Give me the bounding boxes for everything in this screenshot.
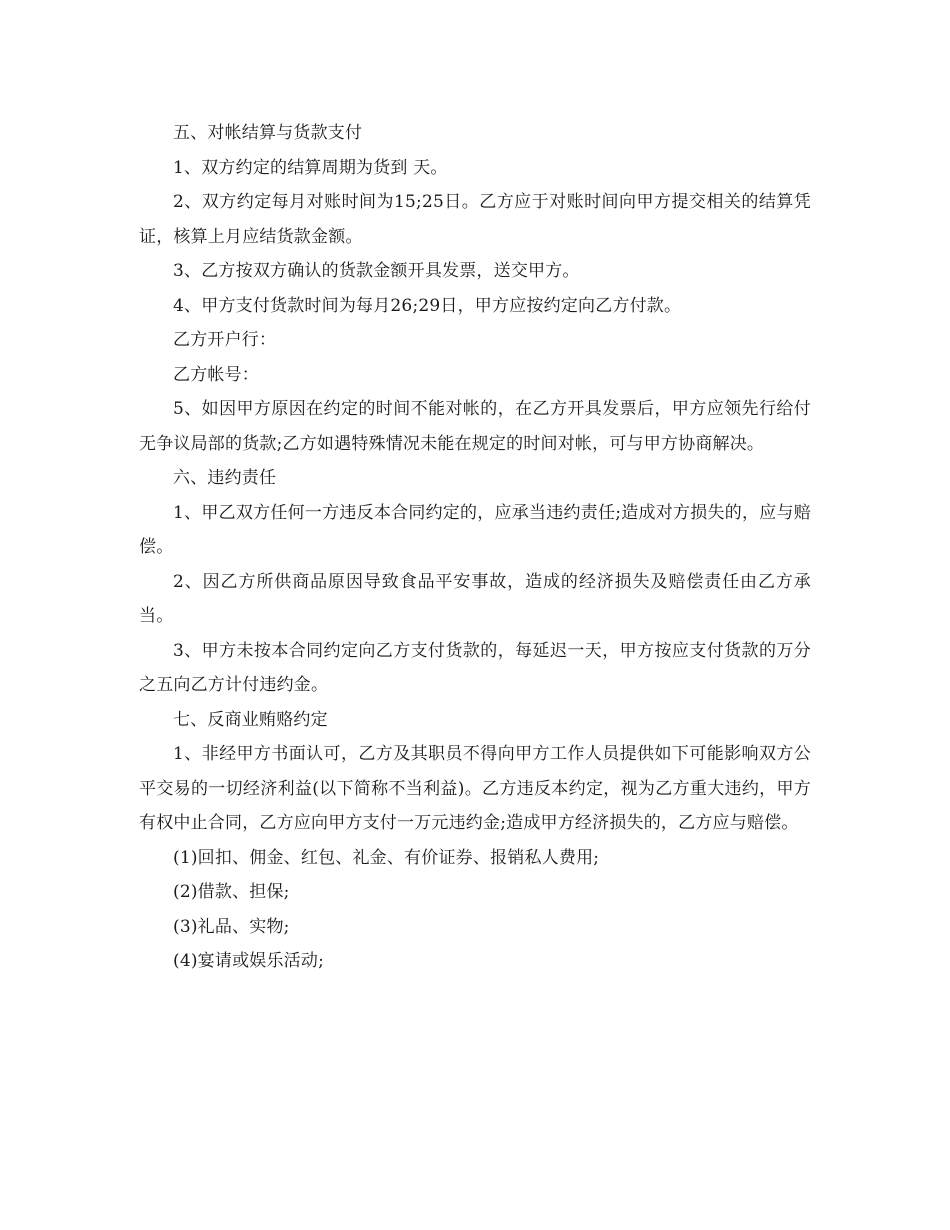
paragraph-payment-time: 4、甲方支付货款时间为每月26;29日，甲方应按约定向乙方付款。 bbox=[173, 295, 682, 316]
paragraph-food-safety: 2、因乙方所供商品原因导致食品平安事故，造成的经济损失及赔偿责任由乙方承当。 bbox=[139, 571, 811, 626]
paragraph-breach-liability: 1、甲乙双方任何一方违反本合同约定的，应承当违约责任;造成对方损失的，应与赔偿。 bbox=[139, 502, 811, 557]
paragraph-reconciliation-delay: 5、如因甲方原因在约定的时间不能对帐的，在乙方开具发票后，甲方应领先行给付无争议局部的货款;乙方如遇特殊情况未能在规定的时间对帐，可与甲方协商解决。 bbox=[139, 399, 811, 454]
paragraph-invoice: 3、乙方按双方确认的货款金额开具发票，送交甲方。 bbox=[173, 261, 580, 281]
section-heading-anti-bribery: 七、反商业贿赂约定 bbox=[173, 709, 328, 730]
section-heading-liability: 六、违约责任 bbox=[173, 468, 277, 488]
list-item-kickbacks: (1)回扣、佣金、红包、礼金、有价证券、报销私人费用; bbox=[173, 847, 600, 868]
paragraph-late-payment: 3、甲方未按本合同约定向乙方支付货款的，每延迟一天，甲方按应支付货款的万分之五向乙方计付违约金。 bbox=[139, 640, 811, 695]
paragraph-bank-name: 乙方开户行： bbox=[173, 330, 277, 350]
document-body bbox=[139, 116, 811, 979]
list-item-gifts: (3)礼品、实物; bbox=[173, 916, 290, 937]
list-item-loans: (2)借款、担保; bbox=[173, 882, 290, 902]
list-item-entertainment: (4)宴请或娱乐活动; bbox=[173, 951, 325, 971]
paragraph-reconciliation-time: 2、双方约定每月对账时间为15;25日。乙方应于对账时间向甲方提交相关的结算凭证，核算上月应结货款金额。 bbox=[139, 192, 811, 247]
paragraph-anti-bribery-terms: 1、非经甲方书面认可，乙方及其职员不得向甲方工作人员提供如下可能影响双方公平交易的一切经济利益(以下简称不当利益)。乙方违反本约定，视为乙方重大违约，甲方有权中止合同，乙方应向甲方支付一万元违约金;造成甲方经济损失的，乙方应与赔偿。 bbox=[139, 744, 811, 833]
paragraph-settlement-cycle: 1、双方约定的结算周期为货到 天。 bbox=[173, 157, 448, 178]
section-heading-settlement: 五、对帐结算与货款支付 bbox=[173, 123, 363, 143]
paragraph-account-number: 乙方帐号： bbox=[173, 364, 259, 385]
